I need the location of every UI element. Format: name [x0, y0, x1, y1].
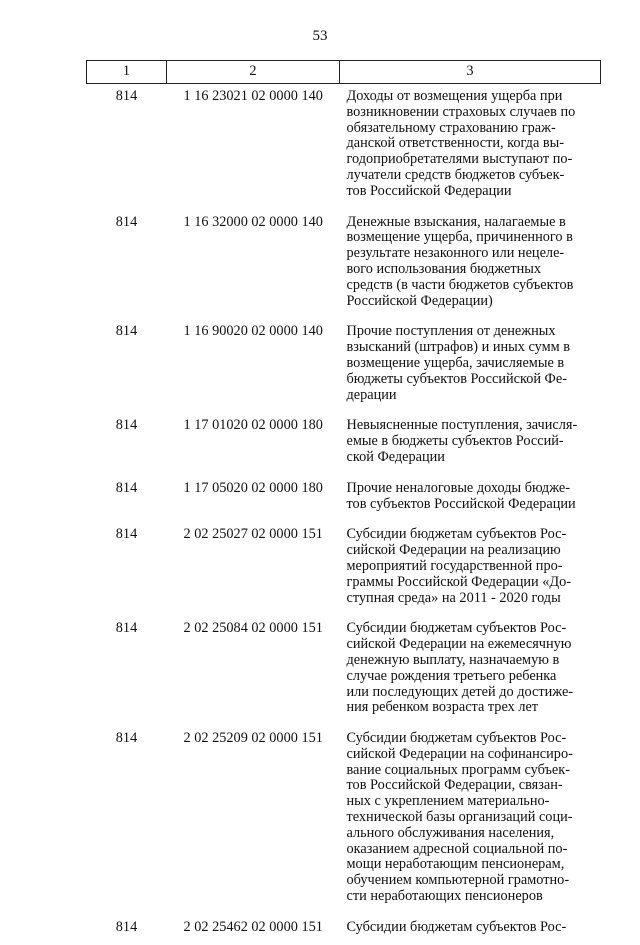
revenue-classification-code: 2 02 25084 02 0000 151 [183, 620, 323, 637]
revenue-description [340, 84, 601, 209]
description-line: дерации [346, 386, 397, 403]
description-line: лучатели средств бюджетов субъек- [346, 166, 565, 183]
description-line: Денежные взыскания, налагаемые в [346, 213, 566, 230]
revenue-classification-code: 2 02 25462 02 0000 151 [183, 918, 323, 935]
description-line: Доходы от возмещения ущерба при [346, 88, 563, 104]
description-line: мероприятий государственной про- [346, 557, 563, 574]
table-row [87, 475, 601, 522]
description-line: взысканий (штрафов) и иных сумм в [346, 339, 571, 356]
administrator-code: 814 [115, 88, 138, 104]
description-line: случае рождения третьего ребенка [346, 667, 557, 684]
description-line: тов субъектов Российской Федерации [346, 495, 576, 512]
revenue-description [340, 615, 601, 725]
revenue-description [340, 725, 601, 914]
column-header-2: 2 [167, 61, 340, 84]
description-line: возмещение ущерба, причиненного в [346, 229, 573, 246]
description-line: Невыясненные поступления, зачисля- [346, 417, 578, 434]
description-line: сийской Федерации на софинансиро- [346, 745, 573, 762]
description-line: Субсидии бюджетам субъектов Рос- [346, 526, 567, 543]
description-line: сти неработающих пенсионеров [346, 888, 543, 905]
administrator-code: 814 [115, 620, 138, 637]
table-body [87, 84, 601, 945]
description-line: вание социальных программ субъек- [346, 761, 570, 778]
revenue-description [340, 318, 601, 412]
description-line: мощи неработающим пенсионерам, [346, 856, 565, 873]
revenue-classification-code: 1 16 90020 02 0000 140 [183, 323, 323, 340]
table-row [87, 209, 601, 319]
description-line: тов Российской Федерации, связан- [346, 777, 563, 794]
description-line: Субсидии бюджетам субъектов Рос- [346, 620, 567, 637]
description-line: ных с укреплением материально- [346, 793, 550, 810]
table-row [87, 615, 601, 725]
table-row [87, 521, 601, 615]
administrator-code: 814 [115, 323, 138, 340]
description-line: Российской Федерации) [346, 292, 493, 309]
description-line: технической базы организаций соци- [346, 809, 573, 826]
description-line: сийской Федерации на реализацию [346, 542, 561, 559]
description-line: тов Российской Федерации [346, 182, 512, 199]
revenue-description [340, 475, 601, 522]
table-header [87, 61, 601, 84]
administrator-code: 814 [115, 479, 138, 496]
description-line: Субсидии бюджетам субъектов Рос- [346, 918, 567, 935]
description-line: средств (в части бюджетов субъектов [346, 276, 574, 293]
revenue-description [340, 412, 601, 474]
revenue-classification-code: 2 02 25209 02 0000 151 [183, 730, 323, 747]
administrator-code: 814 [115, 526, 138, 543]
revenue-classification-code: 1 16 23021 02 0000 140 [183, 88, 323, 104]
description-line: бюджеты субъектов Российской Фе- [346, 370, 567, 387]
description-line: данской ответственности, когда вы- [346, 135, 564, 152]
description-line: Субсидии бюджетам субъектов Рос- [346, 730, 567, 747]
administrator-code: 814 [115, 730, 138, 747]
description-line: Прочие поступления от денежных [346, 323, 556, 340]
description-line: денежную выплату, назначаемую в [346, 651, 560, 668]
description-line: или последующих детей до достиже- [346, 683, 574, 700]
description-line: ской Федерации [346, 448, 445, 465]
description-line: оказанием адресной социальной по- [346, 840, 568, 857]
column-header-1: 1 [87, 61, 167, 84]
page-number: 53 [312, 28, 328, 44]
description-line: обучением компьютерной грамотно- [346, 872, 570, 889]
revenue-description [340, 914, 601, 945]
description-line: обязательному страхованию граж- [346, 119, 556, 136]
description-line: емые в бюджеты субъектов Россий- [346, 433, 564, 450]
description-line: ступная среда» на 2011 - 2020 годы [346, 589, 561, 606]
description-line: ального обслуживания населения, [346, 824, 555, 841]
administrator-code: 814 [115, 213, 138, 230]
revenue-classification-code: 2 02 25027 02 0000 151 [183, 526, 323, 543]
administrator-code: 814 [115, 417, 138, 434]
description-line: ния ребенком возраста трех лет [346, 699, 539, 716]
revenue-codes-table [86, 60, 601, 945]
table-row [87, 84, 601, 209]
administrator-code: 814 [115, 918, 138, 935]
description-line: сийской Федерации на ежемесячную [346, 636, 572, 653]
revenue-classification-code: 1 17 01020 02 0000 180 [183, 417, 323, 434]
description-line: годоприобретателями выступают по- [346, 151, 573, 168]
table-row [87, 725, 601, 914]
revenue-classification-code: 1 16 32000 02 0000 140 [183, 213, 323, 230]
description-line: вого использования бюджетных [346, 260, 542, 277]
description-line: Прочие неналоговые доходы бюдже- [346, 479, 571, 496]
table-row [87, 412, 601, 474]
description-line: возникновении страховых случаев по [346, 103, 576, 120]
column-header-3: 3 [340, 61, 601, 84]
description-line: результате незаконного или нецеле- [346, 245, 565, 262]
table-row [87, 318, 601, 412]
revenue-description [340, 521, 601, 615]
revenue-classification-code: 1 17 05020 02 0000 180 [183, 479, 323, 496]
revenue-description [340, 209, 601, 319]
table-row [87, 914, 601, 945]
description-line: возмещение ущерба, зачисляемые в [346, 354, 565, 371]
description-line: граммы Российской Федерации «До- [346, 573, 572, 590]
